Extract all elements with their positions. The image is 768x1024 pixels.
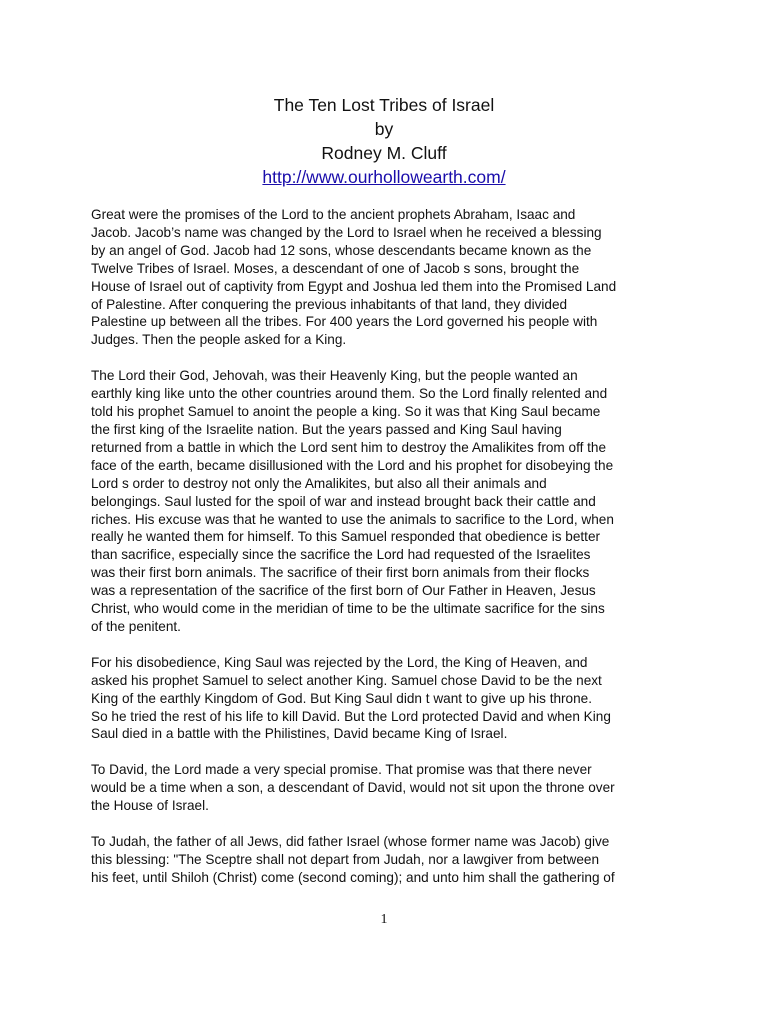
paragraph: [91, 367, 681, 636]
text-line: riches. His excuse was that he wanted to use the animals to sacrifice to the Lord, when: [91, 511, 614, 527]
paragraph: [91, 761, 681, 815]
text-line: this blessing: "The Sceptre shall not depart from Judah, nor a lawgiver from between: [91, 852, 600, 867]
text-line: Great were the promises of the Lord to the ancient prophets Abraham, Isaac and: [91, 207, 576, 222]
text-line: earthly king like unto the other countries around them. So the Lord finally relented and: [91, 386, 608, 402]
text-line: told his prophet Samuel to anoint the people a king. So it was that King Saul became: [91, 404, 601, 420]
text-line: asked his prophet Samuel to select another King. Samuel chose David to be the next: [91, 672, 602, 688]
text-line: Lord s order to destroy not only the Amalikites, but also all their animals and: [91, 475, 547, 491]
text-line: was a representation of the sacrifice of the first born of Our Father in Heaven, Jesus: [91, 583, 596, 599]
text-line: by an angel of God. Jacob had 12 sons, whose descendants became known as the: [91, 242, 592, 258]
text-line: his feet, until Shiloh (Christ) come (second coming); and unto him shall the gathering of: [91, 869, 615, 885]
page-number: 1: [380, 912, 388, 927]
text-line: So he tried the rest of his life to kill David. But the Lord protected David and when King: [91, 708, 611, 724]
text-line: would be a time when a son, a descendant of David, would not sit upon the throne over: [91, 780, 615, 796]
paragraph: [91, 654, 681, 744]
text-line: belongings. Saul lusted for the spoil of war and instead brought back their cattle and: [91, 493, 596, 509]
document-body: [91, 206, 681, 905]
text-line: King of the earthly Kingdom of God. But King Saul didn t want to give up his throne.: [91, 690, 593, 706]
document-title: The Ten Lost Tribes of Israel: [273, 95, 495, 115]
text-line: To Judah, the father of all Jews, did father Israel (whose former name was Jacob) give: [91, 834, 610, 850]
website-link[interactable]: http://www.ourhollowearth.com/: [262, 167, 506, 187]
text-line: of the penitent.: [91, 618, 181, 634]
text-line: For his disobedience, King Saul was rejected by the Lord, the King of Heaven, and: [91, 654, 588, 670]
text-line: than sacrifice, especially since the sacrifice the Lord had requested of the Israelites: [91, 547, 591, 563]
text-line: the House of Israel.: [91, 798, 209, 814]
byline-by: by: [374, 119, 394, 139]
title-block: [0, 93, 768, 189]
text-line: really he wanted them for himself. To this Samuel responded that obedience is better: [91, 529, 601, 545]
text-line: of Palestine. After conquering the previous inhabitants of that land, they divided: [91, 296, 568, 312]
text-line: The Lord their God, Jehovah, was their Heavenly King, but the people wanted an: [91, 368, 578, 384]
text-line: returned from a battle in which the Lord sent him to destroy the Amalikites from off the: [91, 439, 607, 455]
paragraph: [91, 206, 681, 349]
text-line: Jacob. Jacob’s name was changed by the Lord to Israel when he received a blessing: [91, 224, 602, 240]
text-line: Twelve Tribes of Israel. Moses, a descendant of one of Jacob s sons, brought the: [91, 260, 580, 276]
text-line: House of Israel out of captivity from Egypt and Joshua led them into the Promised Land: [91, 278, 617, 294]
text-line: Christ, who would come in the meridian of time to be the ultimate sacrifice for the sins: [91, 601, 605, 617]
text-line: the first king of the Israelite nation. But the years passed and King Saul having: [91, 421, 562, 437]
author-name: Rodney M. Cluff: [321, 143, 447, 163]
text-line: was their first born animals. The sacrifice of their first born animals from their flocks: [91, 565, 590, 581]
text-line: Judges. Then the people asked for a King.: [91, 332, 347, 348]
text-line: Palestine up between all the tribes. For 400 years the Lord governed his people with: [91, 314, 598, 330]
text-line: face of the earth, became disillusioned with the Lord and his prophet for disobeying the: [91, 457, 614, 473]
paragraph: [91, 833, 681, 887]
text-line: Saul died in a battle with the Philistines, David became King of Israel.: [91, 726, 508, 742]
text-line: To David, the Lord made a very special promise. That promise was that there never: [91, 762, 592, 778]
